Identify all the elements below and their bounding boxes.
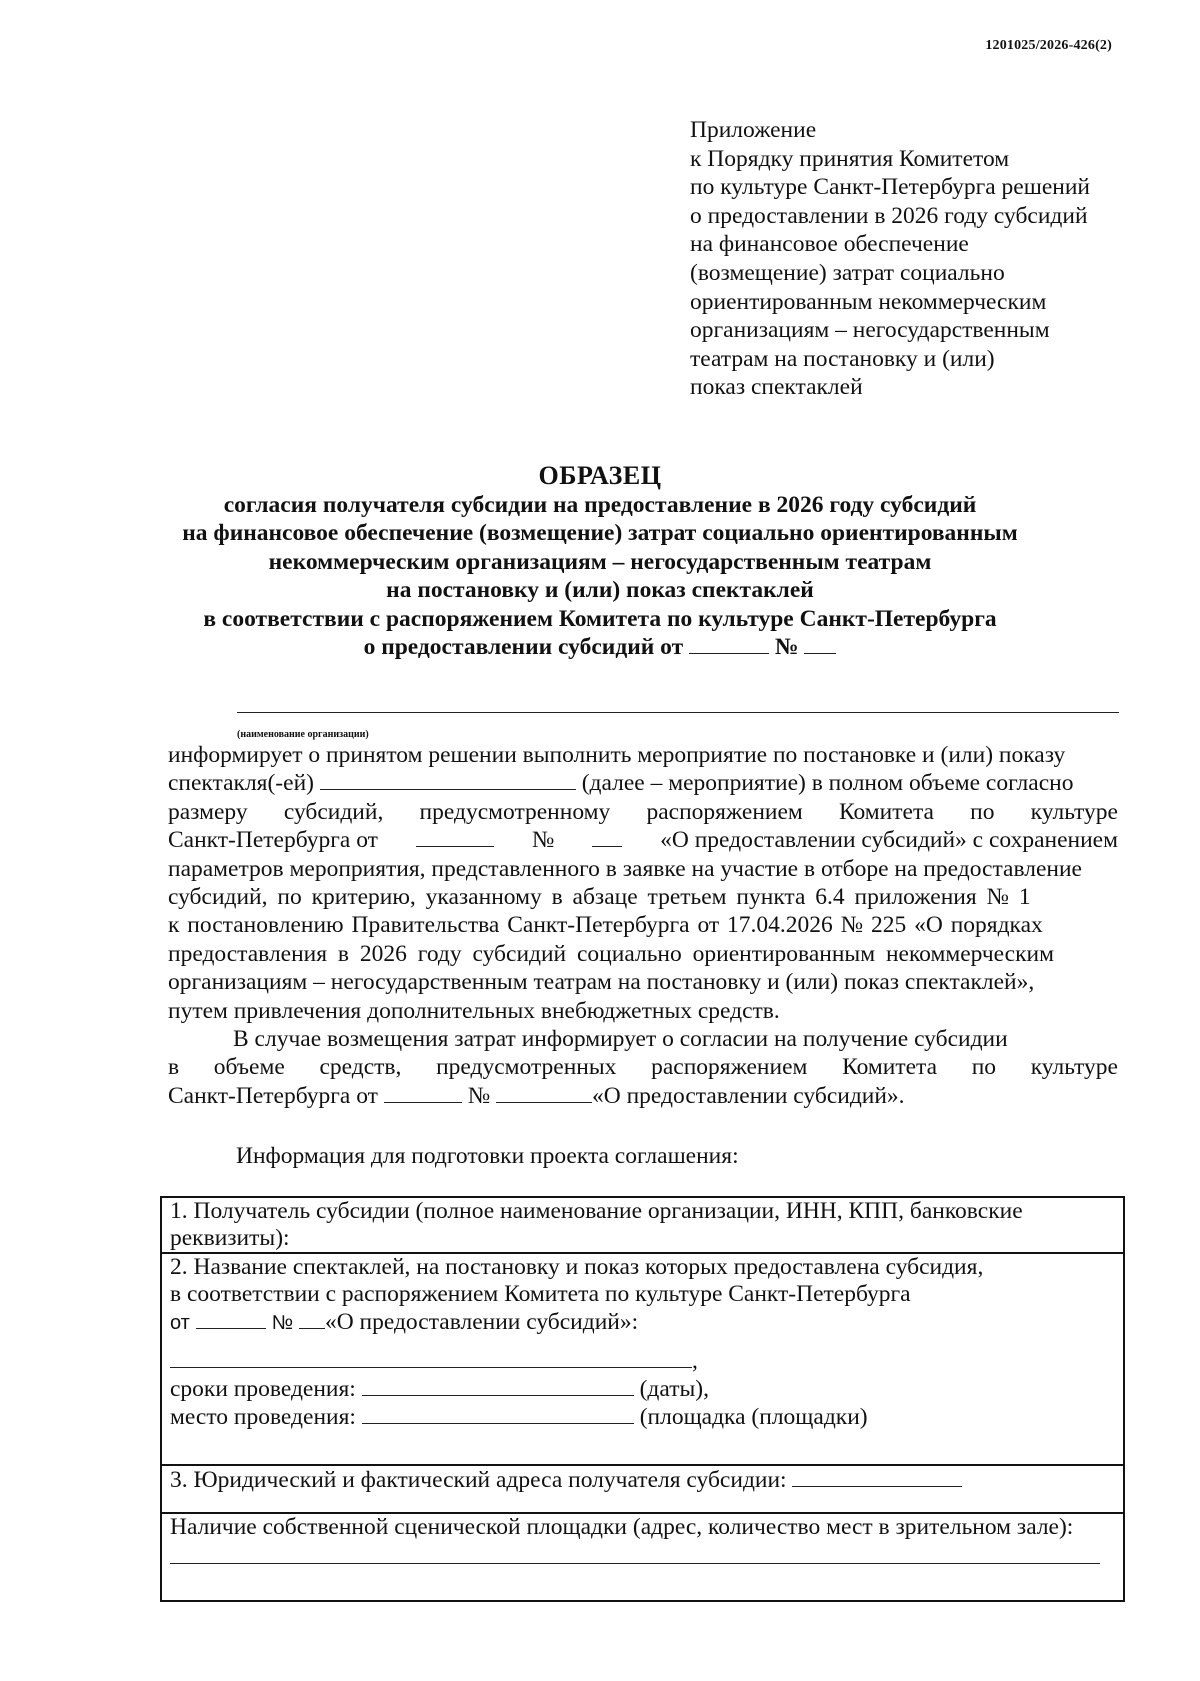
appendix-line: на финансовое обеспечение — [690, 231, 969, 258]
body-line: путем привлечения дополнительных внебюджетных средств. — [168, 997, 780, 1024]
table-row — [161, 1465, 1124, 1513]
number-blank[interactable] — [804, 633, 836, 654]
agreement-info-table — [160, 1196, 1125, 1602]
title-line: в соответствии с распоряжением Комитета по культуре Санкт-Петербурга — [203, 605, 997, 632]
appendix-line: организациям – негосударственным — [690, 317, 1050, 344]
appendix-line: (возмещение) затрат социально — [690, 259, 1005, 286]
body-line: организациям – негосударственным театрам на постановку и (или) показ спектаклей», — [168, 969, 1035, 996]
document-title — [0, 462, 1200, 662]
body-text — [168, 741, 1118, 1110]
dates-blank[interactable] — [362, 1375, 634, 1396]
appendix-line: показ спектаклей — [690, 374, 863, 401]
appendix-block — [690, 116, 1090, 402]
title-line: на финансовое обеспечение (возмещение) затрат социально ориентированным — [182, 520, 1018, 546]
title-line: согласия получателя субсидии на предоставление в 2026 году субсидий — [223, 491, 977, 518]
stage-cell[interactable]: Наличие собственной сценической площадки (адрес, количество мест в зрительном зале): — [161, 1513, 1124, 1601]
body-line-justified: размеру субсидий, предусмотренному распоряжением Комитета по культуре — [168, 798, 1118, 825]
body-line: предоставления в 2026 году субсидий социально ориентированным некоммерческим — [168, 940, 1054, 967]
recipient-cell[interactable]: 1. Получатель субсидии (полное наименование организации, ИНН, КПП, банковские реквизиты): — [161, 1197, 1124, 1253]
organization-caption: (наименование организации) — [237, 729, 369, 740]
body-line: параметров мероприятия, представленного в заявке на участие в отборе на предоставление — [168, 855, 1082, 882]
performances-cell[interactable]: 2. Название спектаклей, на постановку и показ которых предоставлена субсидия, в соответствии с распоряжением Комитета по культуре Санкт-Петербурга от № «О предоставлении субсидий»: , сроки проведения: (даты), место проведения: (площадка (площадки) — [161, 1253, 1124, 1465]
body-line: спектакля(-ей) (далее – мероприятие) в полном объеме согласно — [168, 770, 1074, 797]
date-blank[interactable] — [416, 826, 494, 847]
date-blank[interactable] — [689, 633, 769, 654]
address-cell[interactable]: 3. Юридический и фактический адреса получателя субсидии: — [161, 1465, 1124, 1513]
appendix-line: ориентированным некоммерческим — [690, 288, 1047, 315]
appendix-line: Приложение — [690, 117, 817, 143]
body-line: субсидий, по критерию, указанному в абзаце третьем пункта 6.4 приложения № 1 — [168, 884, 1031, 911]
body-line: Санкт-Петербурга от № «О предоставлении субсидий». — [168, 1082, 905, 1109]
body-line: информирует о принятом решении выполнить мероприятие по постановке и (или) показу — [168, 742, 1066, 768]
date-blank[interactable] — [384, 1082, 462, 1103]
table-row — [161, 1253, 1124, 1465]
table-row — [161, 1197, 1124, 1253]
date-blank[interactable] — [196, 1308, 266, 1329]
body-line-justified: в объеме средств, предусмотренных распоряжением Комитета по культуре — [168, 1054, 1118, 1081]
number-blank[interactable] — [299, 1308, 325, 1329]
performance-name-blank[interactable] — [320, 769, 576, 790]
body-line: В случае возмещения затрат информирует о согласии на получение субсидии — [233, 1026, 1008, 1053]
appendix-line: к Порядку принятия Комитетом — [690, 145, 1010, 172]
organization-name-line[interactable] — [237, 712, 1119, 713]
body-line: к постановлению Правительства Санкт-Петербурга от 17.04.2026 № 225 «О порядках — [168, 912, 1043, 939]
title-line: некоммерческим организациям – негосударственным театрам — [268, 548, 932, 575]
title-line: на постановку и (или) показ спектаклей — [386, 577, 814, 603]
title-line-last: о предоставлении субсидий от № — [0, 633, 1200, 662]
number-blank[interactable] — [496, 1082, 592, 1103]
venue-blank[interactable] — [362, 1403, 634, 1424]
address-blank[interactable] — [792, 1466, 962, 1487]
number-blank[interactable] — [592, 826, 622, 847]
appendix-line: по культуре Санкт-Петербурга решений — [690, 174, 1090, 201]
appendix-line: театрам на постановку и (или) — [690, 345, 995, 372]
info-heading: Информация для подготовки проекта соглашения: — [236, 1143, 739, 1169]
body-line-justified: Санкт-Петербурга от № «О предоставлении субсидий» с сохранением — [168, 827, 1118, 854]
title-main: ОБРАЗЕЦ — [538, 461, 662, 490]
stage-blank[interactable] — [170, 1543, 1100, 1564]
table-row — [161, 1513, 1124, 1601]
document-number: 1201025/2026-426(2) — [985, 38, 1112, 53]
performance-names-blank[interactable] — [170, 1347, 692, 1368]
appendix-line: о предоставлении в 2026 году субсидий — [690, 202, 1088, 229]
